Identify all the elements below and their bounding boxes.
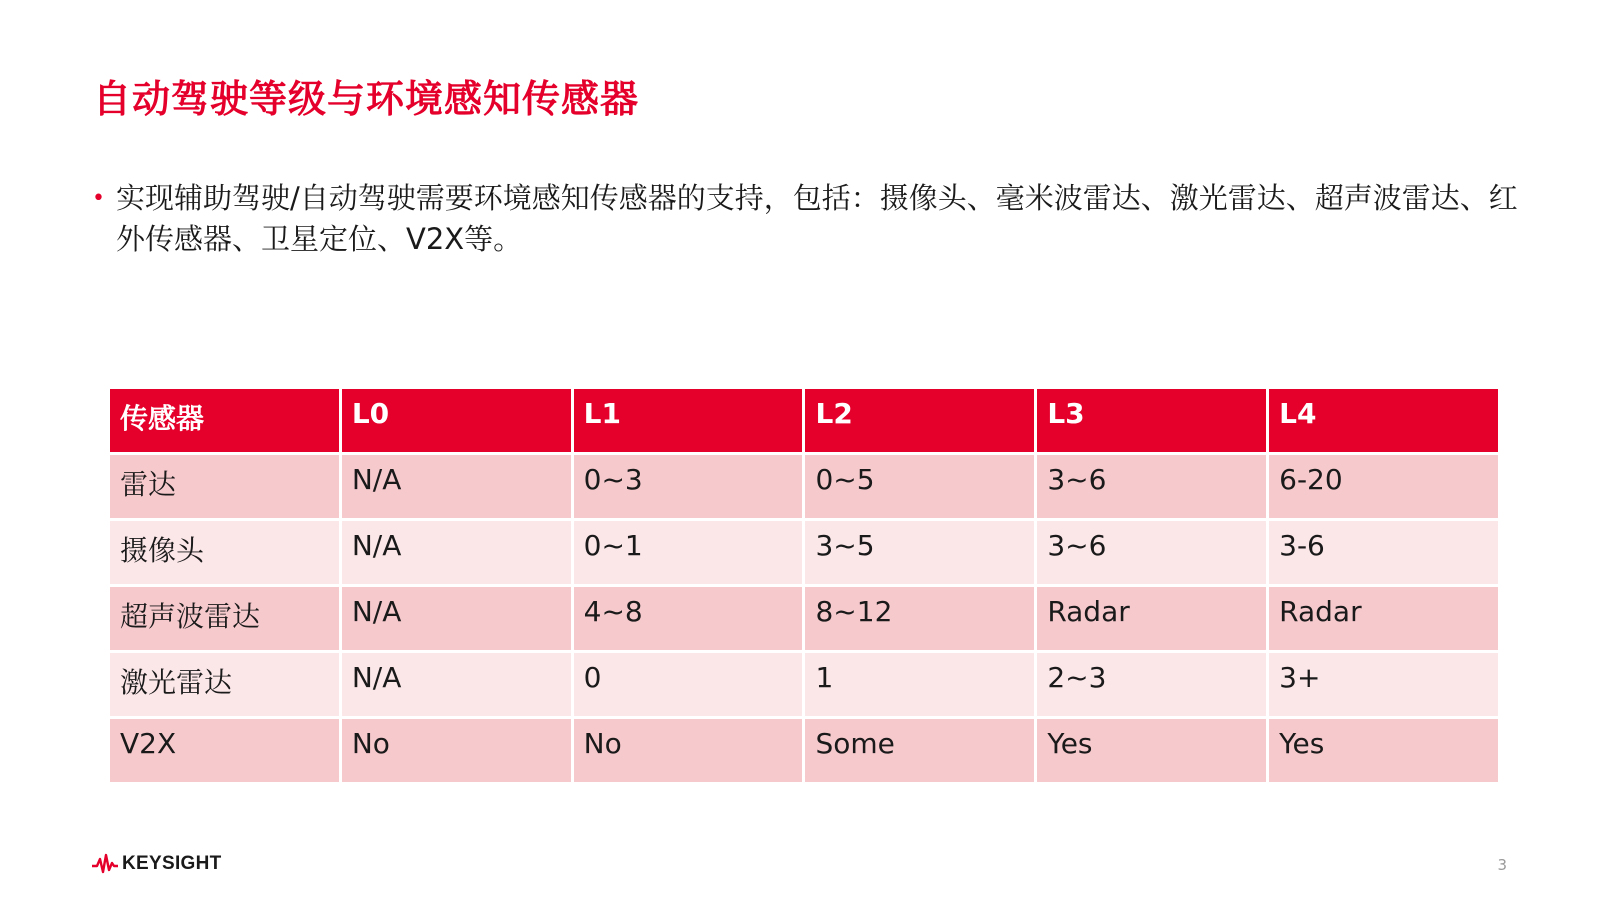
table-cell: Yes [1268,718,1500,784]
bullet-point [92,178,1522,260]
slide-title: 自动驾驶等级与环境感知传感器 [93,77,640,121]
table-cell: N/A [340,520,572,586]
header-cell: L4 [1268,388,1500,454]
table-cell: Some [804,718,1036,784]
table-cell: 4~8 [572,586,804,652]
table-cell: 0~1 [572,520,804,586]
header-cell: L0 [340,388,572,454]
table-cell: 0~3 [572,454,804,520]
table-row [109,586,1500,652]
table-cell: 3+ [1268,652,1500,718]
table-cell: 雷达 [109,454,341,520]
table-cell: 1 [804,652,1036,718]
table-cell: N/A [340,454,572,520]
table-cell: 摄像头 [109,520,341,586]
table-cell: No [340,718,572,784]
table-row [109,718,1500,784]
table-cell: 0 [572,652,804,718]
table-cell: 3-6 [1268,520,1500,586]
table-cell: 6-20 [1268,454,1500,520]
sensor-level-table [107,386,1501,785]
header-cell: L2 [804,388,1036,454]
table-cell: No [572,718,804,784]
table-header-row [109,388,1500,454]
table-cell: N/A [340,586,572,652]
table-cell: 0~5 [804,454,1036,520]
table-cell: 激光雷达 [109,652,341,718]
table-cell: V2X [109,718,341,784]
page-number: 3 [1497,856,1507,874]
header-cell: L3 [1036,388,1268,454]
header-cell: L1 [572,388,804,454]
bullet-dot-icon: • [92,186,105,211]
table-cell: Radar [1036,586,1268,652]
table-cell: N/A [340,652,572,718]
table-cell: Radar [1268,586,1500,652]
table-row [109,520,1500,586]
table-cell: 超声波雷达 [109,586,341,652]
keysight-logo [92,853,222,875]
table-row [109,454,1500,520]
keysight-wave-icon [92,853,118,875]
header-cell: 传感器 [109,388,341,454]
logo-text: KEYSIGHT [122,853,222,874]
bullet-text: 实现辅助驾驶/自动驾驶需要环境感知传感器的支持，包括：摄像头、毫米波雷达、激光雷达、超声波雷达、红外传感器、卫星定位、V2X等。 [116,181,1518,256]
table-cell: 3~6 [1036,454,1268,520]
table-cell: 3~5 [804,520,1036,586]
table-cell: Yes [1036,718,1268,784]
table-cell: 2~3 [1036,652,1268,718]
table-row [109,652,1500,718]
table-cell: 8~12 [804,586,1036,652]
table-cell: 3~6 [1036,520,1268,586]
